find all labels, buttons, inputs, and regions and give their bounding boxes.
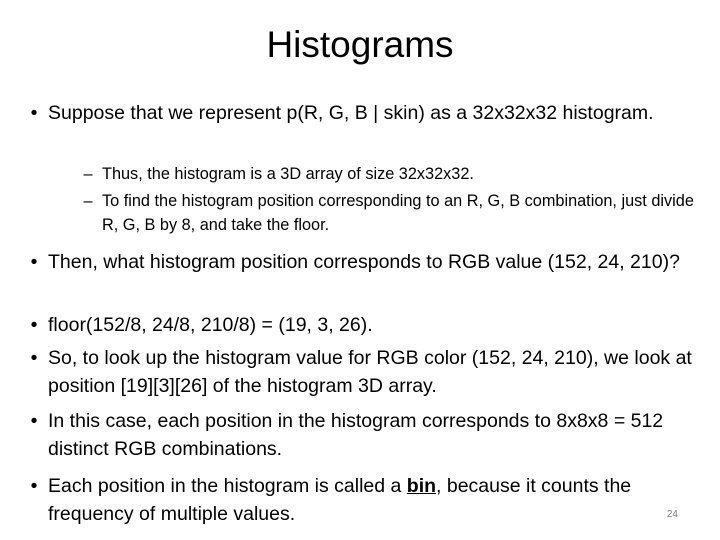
bullet-text: Suppose that we represent p(R, G, B | skin) as a 32x32x32 histogram. (48, 102, 654, 124)
bullet-text: Then, what histogram position corresponds to RGB value (152, 24, 210)? (48, 251, 680, 273)
subbullet-2 (83, 189, 702, 237)
bullet-marker: • (30, 314, 38, 336)
slide-body (0, 99, 720, 540)
bullet-marker: • (30, 251, 38, 273)
bullet-3 (30, 311, 698, 339)
bullet-marker: • (30, 475, 38, 497)
bullet-marker: • (30, 410, 38, 432)
bullet-text-after: , because it counts the frequency of multiple values. (48, 475, 632, 525)
bullet-marker: • (30, 347, 38, 369)
bullet-1 (30, 99, 698, 127)
bin-term: bin (406, 475, 437, 497)
subbullet-text: To find the histogram position corresponding to an R, G, B combination, just divide R, G, B by 8, and take the floor. (102, 192, 694, 234)
subbullet-1 (83, 162, 702, 186)
bullet-text: In this case, each position in the histogram corresponds to 8x8x8 = 512 distinct RGB combinations. (48, 410, 664, 460)
subbullet-marker: – (83, 165, 93, 183)
bullet-text-before: Each position in the histogram is called a (48, 475, 407, 497)
bullet-text: floor(152/8, 24/8, 210/8) = (19, 3, 26). (48, 314, 373, 336)
subbullet-marker: – (83, 192, 93, 210)
bullet-marker: • (30, 102, 38, 124)
bullet-2 (30, 248, 698, 276)
bullet-4 (30, 344, 698, 400)
slide-title: Histograms (266, 24, 454, 65)
bullet-5 (30, 407, 698, 463)
subbullet-text: Thus, the histogram is a 3D array of size 32x32x32. (102, 165, 474, 183)
bullet-6 (30, 472, 698, 528)
slide-number: 24 (666, 509, 678, 520)
bullet-text: So, to look up the histogram value for RGB color (152, 24, 210), we look at position [19][3][26] of the histogram 3D array. (48, 347, 692, 397)
